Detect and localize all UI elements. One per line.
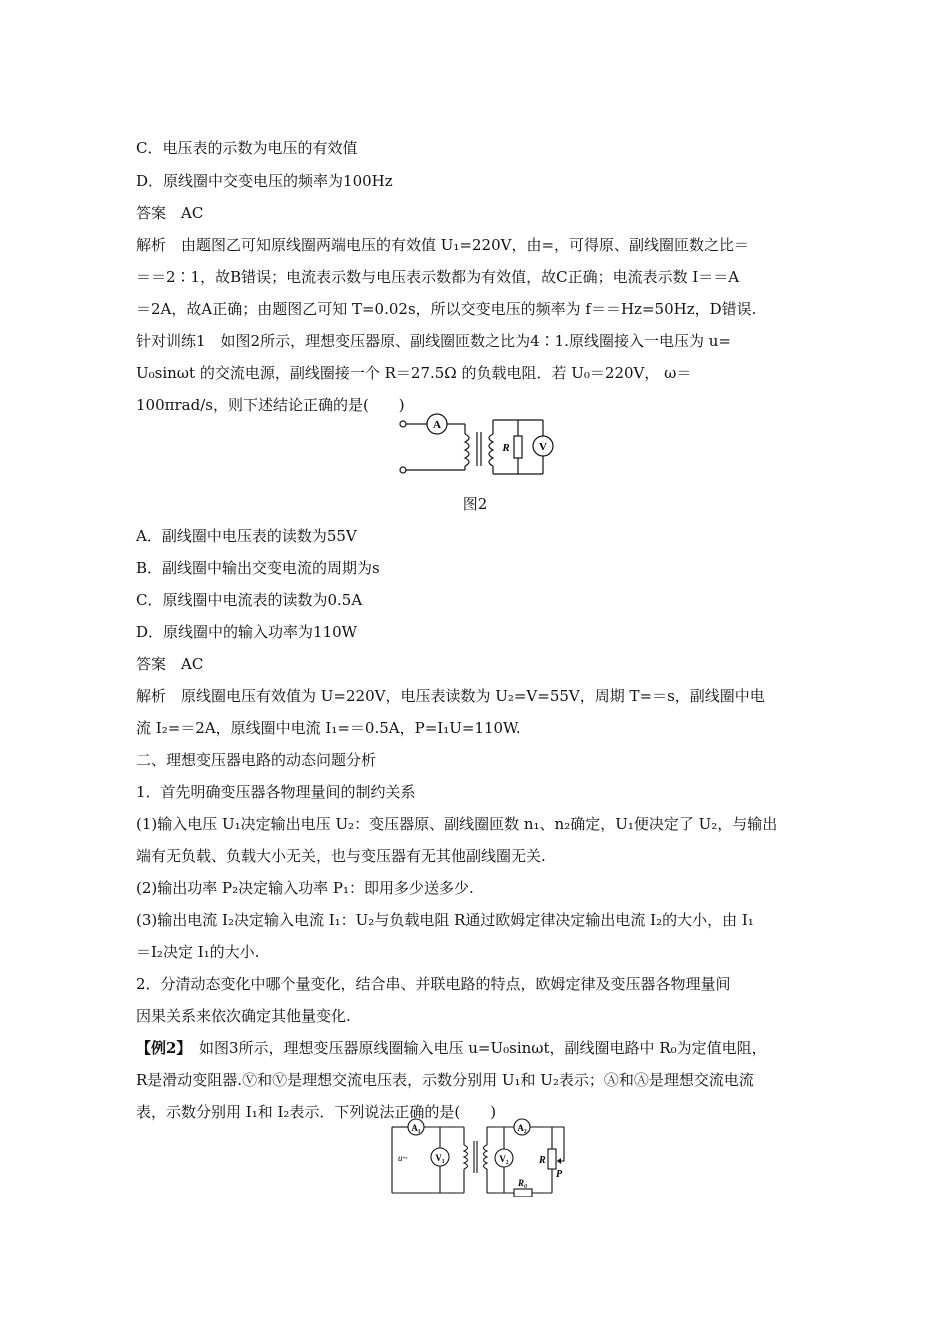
fig2-voltmeter-label: V	[539, 441, 547, 453]
point-1-2: (2)输出功率 P₂决定输入功率 P₁：即用多少送多少.	[136, 879, 474, 897]
option-a: A．副线圈中电压表的读数为55V	[136, 527, 357, 545]
point-1-3-b: ＝I₂决定 I₁的大小.	[136, 943, 260, 961]
fig3-r0-label: R₀	[518, 1178, 528, 1188]
analysis-line-2: ＝＝2∶1，故B错误；电流表示数与电压表示数都为有效值，故C正确；电流表示数 I＝＝A	[136, 268, 740, 286]
exercise-line-3: 100πrad/s，则下述结论正确的是( )	[136, 396, 405, 414]
fig3-r-label: R	[539, 1155, 546, 1166]
fig3-a2-label: A₂	[517, 1123, 527, 1133]
exercise-line-1: 针对训练1 如图2所示，理想变压器原、副线圈匝数之比为4∶1.原线圈接入一电压为 u=	[136, 332, 731, 350]
fig3-v1-label: V₁	[435, 1153, 445, 1163]
analysis2-line-2: 流 I₂=＝2A，原线圈中电流 I₁=＝0.5A，P=I₁U=110W.	[136, 719, 521, 737]
figure-2-circuit	[395, 408, 565, 478]
option-b: B．副线圈中输出交变电流的周期为s	[136, 559, 380, 577]
point-1-3-a: (3)输出电流 I₂决定输入电流 I₁：U₂与负载电阻 R通过欧姆定律决定输出电流 I₂的大小，由 I₁	[136, 911, 754, 929]
fig3-a1-label: A₁	[411, 1123, 421, 1133]
analysis-line-1: 解析 由题图乙可知原线圈两端电压的有效值 U₁=220V，由=，可得原、副线圈匝数之比＝	[136, 236, 750, 254]
example-2-line-3: 表，示数分别用 I₁和 I₂表示．下列说法正确的是( )	[136, 1103, 497, 1121]
point-2-a: 2．分清动态变化中哪个量变化，结合串、并联电路的特点，欧姆定律及变压器各物理量间	[136, 975, 731, 993]
point-1: 1．首先明确变压器各物理量间的制约关系	[136, 783, 416, 801]
example-2-line-1	[136, 1038, 767, 1058]
option-c: C．电压表的示数为电压的有效值	[136, 139, 358, 157]
answer-label-2: 答案 AC	[136, 655, 204, 673]
option-d-2: D．原线圈中的输入功率为110W	[136, 623, 358, 641]
point-1-1-b: 端有无负载、负载大小无关，也与变压器有无其他副线圈无关.	[136, 847, 546, 865]
section-heading: 二、理想变压器电路的动态问题分析	[136, 751, 377, 769]
point-2-b: 因果关系来依次确定其他量变化.	[136, 1007, 351, 1025]
fig2-ammeter-label: A	[433, 419, 441, 431]
figure-3-circuit	[384, 1115, 584, 1197]
point-1-1-a: (1)输入电压 U₁决定输出电压 U₂：变压器原、副线圈匝数 n₁、n₂确定，U₁便决定了 U₂，与输出	[136, 815, 778, 833]
example-2-tag: 【例2】	[136, 1039, 184, 1057]
example-2-text: 如图3所示，理想变压器原线圈输入电压 u=U₀sinωt，副线圈电路中 R₀为定值电阻，	[183, 1039, 767, 1057]
example-2-line-2: R是滑动变阻器.Ⓥ和Ⓥ是理想交流电压表，示数分别用 U₁和 U₂表示；Ⓐ和Ⓐ是理想交流电流	[136, 1071, 754, 1089]
analysis-line-3: ＝2A，故A正确；由题图乙可知 T=0.02s，所以交变电压的频率为 f＝＝Hz=50Hz，D错误.	[136, 300, 757, 318]
fig2-resistor-label: R	[502, 442, 510, 454]
option-d: D．原线圈中交变电压的频率为100Hz	[136, 172, 393, 190]
exercise-line-2: U₀sinωt 的交流电源，副线圈接一个 R＝27.5Ω 的负载电阻．若 U₀＝220V， ω＝	[136, 364, 692, 382]
fig3-source-label: u~	[398, 1153, 408, 1163]
analysis2-line-1: 解析 原线圈电压有效值为 U=220V，电压表读数为 U₂=V=55V，周期 T=＝s，副线圈中电	[136, 687, 765, 705]
fig3-p-label: P	[556, 1169, 563, 1180]
figure-2-caption: 图2	[462, 495, 488, 513]
fig3-v2-label: V₂	[499, 1154, 509, 1164]
answer-label: 答案 AC	[136, 204, 204, 222]
option-c-2: C．原线圈中电流表的读数为0.5A	[136, 591, 363, 609]
